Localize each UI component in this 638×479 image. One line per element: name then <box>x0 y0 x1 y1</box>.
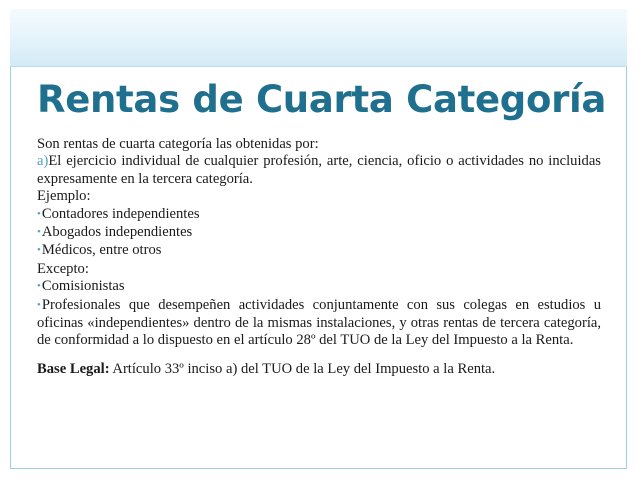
spacer <box>37 350 601 361</box>
item-a-marker: a) <box>37 153 49 170</box>
list-item-exception <box>37 278 601 296</box>
list-item-example <box>37 242 601 260</box>
exception-heading: Excepto: <box>37 260 89 277</box>
exception-text: Profesionales que desempeñen actividades conjuntamente con sus colegas en estudios u oficinas «independientes» dentro de la mismas instalaciones, y otras rentas de tercera categoría, de conformidad a lo dispuesto en el artículo 28º del TUO de la Ley del Impuesto a la Renta. <box>37 296 601 349</box>
example-text: Médicos, entre otros <box>41 242 162 259</box>
example-heading: Ejemplo: <box>37 188 91 205</box>
base-legal-label: Base Legal: <box>37 360 110 377</box>
slide-title: Rentas de Cuarta Categoría <box>37 78 607 121</box>
bullet-icon: • <box>37 226 41 239</box>
slide-top-band <box>10 9 627 67</box>
base-legal <box>37 361 601 378</box>
bullet-icon: • <box>37 280 41 293</box>
example-text: Contadores independientes <box>41 205 200 222</box>
list-item-exception <box>37 297 601 350</box>
slide-body <box>37 136 601 378</box>
exception-text: Comisionistas <box>41 278 125 295</box>
list-item-example <box>37 206 601 224</box>
list-item-example <box>37 224 601 242</box>
bullet-icon: • <box>37 207 41 220</box>
bullet-icon: • <box>37 298 41 311</box>
item-a-text: El ejercicio individual de cualquier profesión, arte, ciencia, oficio o actividades no incluidas expresamente en la tercera categoría. <box>37 153 601 187</box>
bullet-icon: • <box>37 244 41 257</box>
example-text: Abogados independientes <box>41 224 193 241</box>
item-a <box>37 153 601 188</box>
intro-text: Son rentas de cuarta categoría las obtenidas por: <box>37 136 319 152</box>
base-legal-text: Artículo 33º inciso a) del TUO de la Ley del Impuesto a la Renta. <box>109 360 496 377</box>
